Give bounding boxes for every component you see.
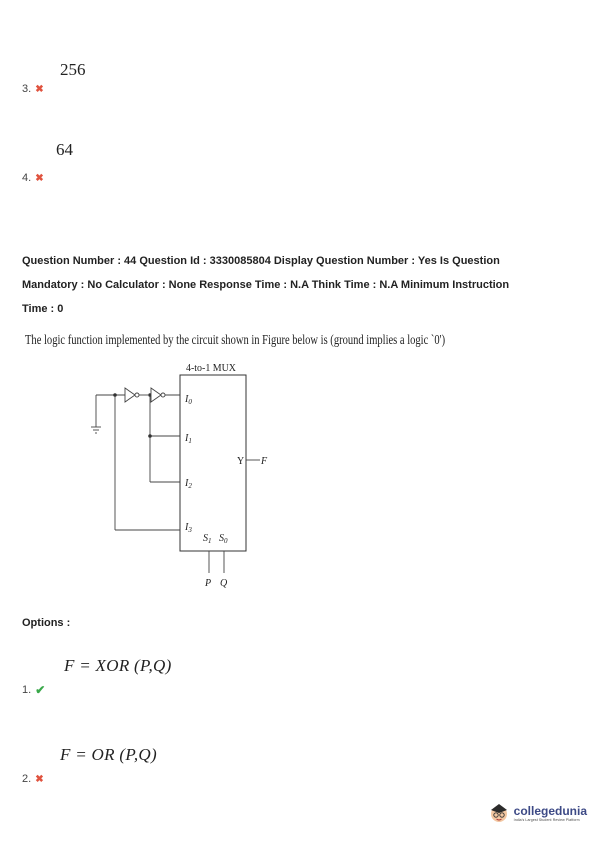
select-label-s1: $S_1$ xyxy=(203,533,212,545)
not-gate-2-icon xyxy=(151,388,165,402)
input-label-i3: $I_3$ xyxy=(185,522,192,534)
cross-mark-icon: ✖ xyxy=(35,773,44,785)
option-1-formula: F = XOR (P,Q) xyxy=(64,656,172,675)
option-4-number-row xyxy=(22,172,44,184)
option-3-number-row xyxy=(22,83,44,95)
option-3-value: 256 xyxy=(60,60,86,79)
option-2-formula: F = OR (P,Q) xyxy=(60,745,157,764)
question-meta xyxy=(22,249,582,321)
cross-mark-icon: ✖ xyxy=(35,83,44,95)
options-label: Options : xyxy=(22,617,71,629)
wires xyxy=(96,395,260,573)
option-4-number: 4. xyxy=(22,172,32,184)
junction-dot xyxy=(113,393,117,397)
option-2-number: 2. xyxy=(22,773,32,785)
collegedunia-logo xyxy=(488,801,587,825)
question-meta-line-1: Question Number : 44 Question Id : 3330085804 Display Question Number : Yes Is Question xyxy=(22,255,500,267)
select-label-s0: $S_0$ xyxy=(219,533,228,545)
option-1-number: 1. xyxy=(22,684,32,696)
question-text: The logic function implemented by the circuit shown in Figure below is (ground implies a logic `0') xyxy=(25,332,446,347)
input-label-i1: $I_1$ xyxy=(185,433,192,445)
option-2-number-row xyxy=(22,773,44,785)
output-label-y: Y xyxy=(237,456,245,467)
select-signal-p: P xyxy=(205,578,212,589)
select-signal-q: Q xyxy=(220,578,228,589)
mux-title: 4-to-1 MUX xyxy=(186,362,237,374)
brand-tagline: India's Largest Student Review Platform xyxy=(513,817,580,822)
option-4-value: 64 xyxy=(56,140,73,159)
junction-dot xyxy=(148,434,152,438)
check-mark-icon: ✔ xyxy=(35,683,46,697)
option-1-number-row xyxy=(22,683,45,697)
cross-mark-icon: ✖ xyxy=(35,172,44,184)
option-3-number: 3. xyxy=(22,83,32,95)
mux-circuit-diagram xyxy=(0,350,595,600)
output-signal-f: F xyxy=(261,456,268,467)
input-label-i0: $I_0$ xyxy=(185,394,192,406)
question-meta-line-2: Mandatory : No Calculator : None Response Time : N.A Think Time : N.A Minimum Instruction xyxy=(22,279,510,291)
input-label-i2: $I_2$ xyxy=(185,478,192,490)
ground-icon xyxy=(91,395,101,433)
brand-name: collegedunia xyxy=(513,803,587,818)
not-gate-1-icon xyxy=(125,388,139,402)
mascot-icon xyxy=(488,801,510,825)
question-meta-line-3: Time : 0 xyxy=(22,303,64,315)
